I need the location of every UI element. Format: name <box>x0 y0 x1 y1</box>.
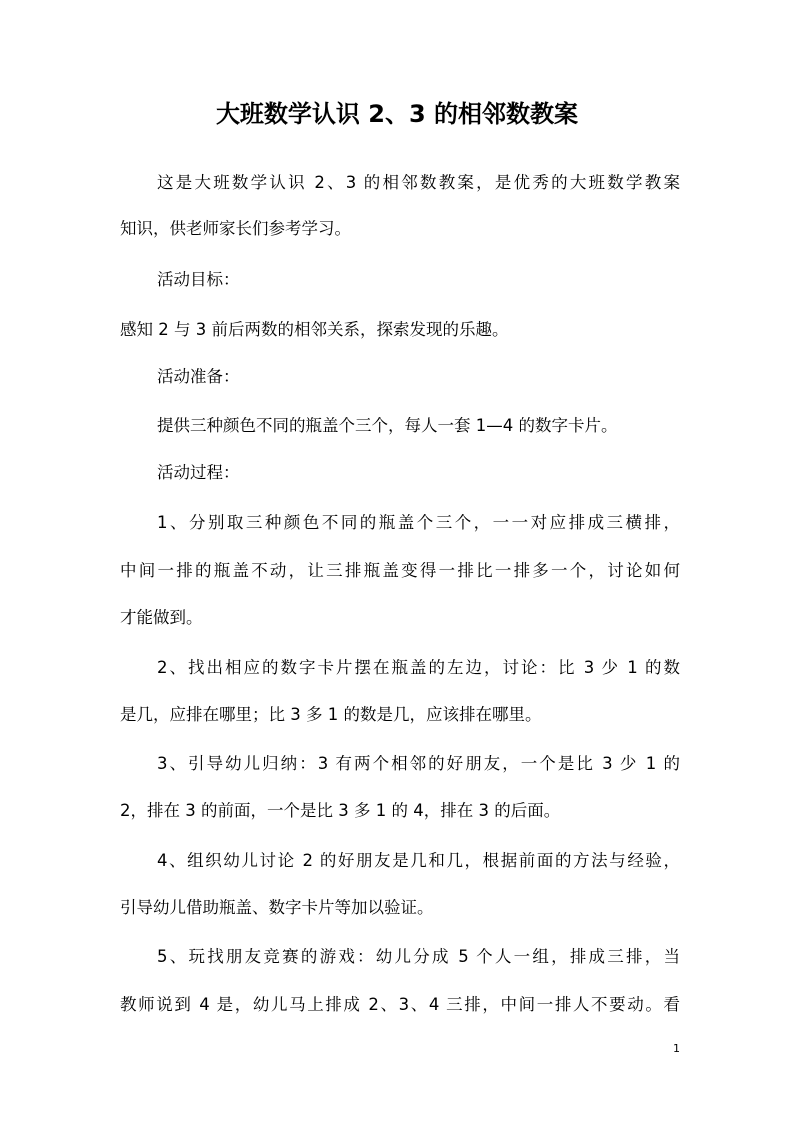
paragraph-line: 才能做到。 <box>120 608 203 627</box>
section-heading: 活动目标： <box>157 270 240 289</box>
paragraph-line: 引导幼儿借助瓶盖、数字卡片等加以验证。 <box>120 898 434 917</box>
paragraph-line: 感知 2 与 3 前后两数的相邻关系，探索发现的乐趣。 <box>120 320 509 339</box>
paragraph-line: 3、引导幼儿归纳：3 有两个相邻的好朋友，一个是比 3 少 1 的 <box>157 754 680 773</box>
document-title: 大班数学认识 2、3 的相邻数教案 <box>215 100 579 128</box>
page-number: 1 <box>673 1042 680 1055</box>
paragraph-line: 1、分别取三种颜色不同的瓶盖个三个，一一对应排成三横排， <box>157 513 680 532</box>
paragraph-line: 提供三种颜色不同的瓶盖个三个，每人一套 1—4 的数字卡片。 <box>157 416 618 435</box>
paragraph-line: 4、组织幼儿讨论 2 的好朋友是几和几，根据前面的方法与经验， <box>157 851 680 870</box>
section-heading: 活动准备： <box>157 367 240 386</box>
paragraph-line: 教师说到 4 是，幼儿马上排成 2、3、4 三排，中间一排人不要动。看 <box>120 995 680 1014</box>
paragraph-line: 这是大班数学认识 2、3 的相邻数教案，是优秀的大班数学教案 <box>157 173 680 192</box>
paragraph-line: 知识，供老师家长们参考学习。 <box>120 219 351 238</box>
paragraph-line: 是几，应排在哪里；比 3 多 1 的数是几，应该排在哪里。 <box>120 705 542 724</box>
section-heading: 活动过程： <box>157 463 240 482</box>
paragraph-line: 2，排在 3 的前面，一个是比 3 多 1 的 4，排在 3 的后面。 <box>120 801 561 820</box>
paragraph-line: 5、玩找朋友竞赛的游戏：幼儿分成 5 个人一组，排成三排，当 <box>157 947 680 966</box>
paragraph-line: 2、找出相应的数字卡片摆在瓶盖的左边，讨论：比 3 少 1 的数 <box>157 658 680 677</box>
paragraph-line: 中间一排的瓶盖不动，让三排瓶盖变得一排比一排多一个，讨论如何 <box>120 561 680 580</box>
